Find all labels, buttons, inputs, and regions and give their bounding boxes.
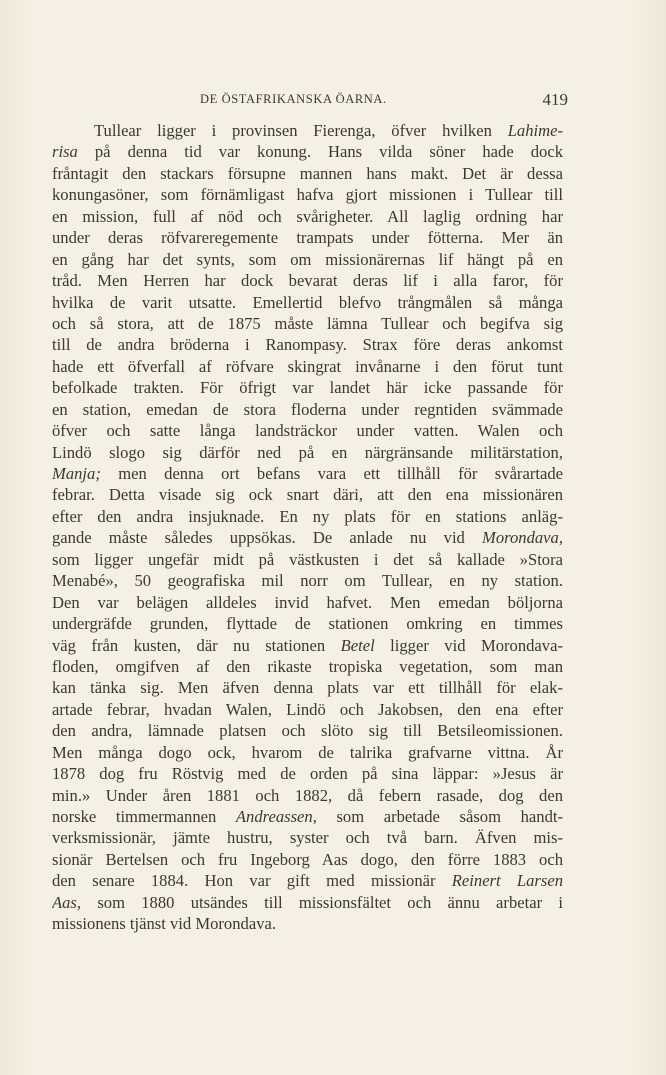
text-segment: som arbetade såsom handt- — [316, 807, 563, 826]
text-segment: väg från kusten, där nu stationen — [52, 635, 341, 655]
text-line — [52, 399, 563, 420]
text-line — [52, 870, 563, 891]
text-line — [52, 227, 563, 248]
text-line — [52, 720, 563, 741]
text-line — [52, 613, 563, 634]
text-line — [52, 377, 563, 398]
text-line — [52, 549, 563, 570]
text-line — [52, 827, 563, 848]
text-segment: en gång har det synts, som om missionärernas lif hängt på en — [52, 249, 563, 269]
text-line — [52, 313, 563, 334]
text-segment: konungasöner, som förnämligast hafva gjort missionen i Tullear till — [52, 185, 563, 205]
text-line — [52, 206, 563, 227]
text-segment: hvilka de varit utsatte. Emellertid blefvo trångmålen så många — [52, 292, 563, 312]
italic-text: Manja; — [52, 464, 101, 483]
italic-text: Morondava, — [482, 528, 563, 548]
text-line — [52, 635, 563, 656]
text-segment: Den var belägen alldeles invid hafvet. Men emedan böljorna — [52, 592, 563, 612]
text-line — [52, 463, 563, 484]
text-segment: Tullear ligger i provinsen Fierenga, öfver hvilken — [94, 121, 508, 140]
text-segment: den andra, lämnade platsen och slöto sig till Betsileomissionen. — [52, 721, 563, 741]
text-segment: Lindö slogo sig därför ned på en närgränsande militärstation, — [52, 442, 563, 462]
text-segment: under deras röfvareregemente trampats under fötterna. Mer än — [52, 228, 563, 248]
text-line — [52, 763, 563, 784]
text-line — [52, 184, 563, 205]
text-segment: efter den andra insjuknade. En ny plats för en stations anläg- — [52, 506, 563, 526]
text-line — [52, 141, 563, 162]
page-number: 419 — [542, 90, 568, 109]
text-line — [52, 699, 563, 720]
text-segment: norske timmermannen — [52, 807, 236, 826]
text-line — [52, 334, 563, 355]
text-segment: gande måste således uppsökas. De anlade nu vid — [52, 528, 483, 548]
text-line — [52, 356, 563, 377]
text-line — [52, 249, 563, 270]
text-segment: Men många dogo ock, hvarom de talrika grafvarne vittna. År — [52, 742, 563, 762]
text-line — [52, 527, 563, 548]
italic-text: Andreassen, — [235, 807, 317, 826]
body-text — [52, 120, 563, 935]
text-segment: öfver och satte långa landsträckor under vatten. Walen och — [52, 421, 563, 441]
italic-text: risa — [52, 142, 78, 162]
text-segment: en mission, full af nöd och svårigheter. All laglig ordning har — [52, 206, 563, 226]
text-segment: artade febrar, hvadan Walen, Lindö och Jakobsen, den ena efter — [52, 699, 563, 719]
text-line — [52, 892, 563, 913]
text-segment: febrar. Detta visade sig ock snart däri, att den ena missionären — [52, 485, 563, 505]
text-segment: min.» Under åren 1881 och 1882, då febern rasade, dog den — [52, 785, 563, 805]
text-segment: tråd. Men Herren har dock bevarat deras lif i alla faror, för — [52, 271, 563, 291]
text-segment: och så stora, att de 1875 måste lämna Tullear och begifva sig — [52, 313, 563, 333]
text-line — [52, 785, 563, 806]
page-header — [52, 90, 572, 110]
text-line — [52, 570, 563, 591]
text-line — [52, 656, 563, 677]
text-segment: undergräfde grunden, flyttade de stationen omkring en timmes — [52, 614, 563, 634]
text-line — [52, 806, 563, 827]
text-segment: befolkade trakten. För öfrigt var landet här icke passande för — [52, 378, 563, 398]
italic-text: Betel — [340, 635, 375, 655]
text-segment: 1878 dog fru Röstvig med de orden på sina läppar: »Jesus är — [52, 764, 563, 784]
italic-text: Aas, — [52, 892, 82, 912]
text-segment: missionens tjänst vid Morondava. — [52, 914, 276, 934]
text-segment: hade ett öfverfall af röfvare skingrat invånarne i den förut tunt — [52, 356, 563, 376]
text-segment: floden, omgifven af den rikaste tropiska vegetation, som man — [52, 656, 563, 676]
text-segment: som 1880 utsändes till missionsfältet och ännu arbetar i — [81, 892, 563, 912]
text-line — [52, 163, 563, 184]
text-line — [52, 592, 563, 613]
text-line — [52, 849, 563, 870]
text-segment: men denna ort befans vara ett tillhåll för svårartade — [100, 464, 563, 483]
italic-text: Reinert Larsen — [451, 871, 563, 891]
running-head: DE ÖSTAFRIKANSKA ÖARNA. — [200, 92, 387, 106]
text-segment: en station, emedan de stora floderna under regntiden svämmade — [52, 399, 563, 419]
text-segment: verksmissionär, jämte hustru, syster och två barn. Äfven mis- — [52, 828, 563, 848]
text-segment: Menabé», 50 geografiska mil norr om Tullear, en ny station. — [52, 571, 563, 591]
text-segment: kan tänka sig. Men äfven denna plats var ett tillhåll för elak- — [52, 678, 563, 698]
text-segment: på denna tid var konung. Hans vilda söner hade dock — [77, 142, 563, 162]
text-segment: sionär Bertelsen och fru Ingeborg Aas dogo, den förre 1883 och — [52, 849, 563, 869]
text-line — [52, 120, 563, 141]
text-line — [52, 484, 563, 505]
text-line — [52, 420, 563, 441]
text-line — [52, 913, 563, 934]
italic-text: Lahime- — [507, 121, 563, 140]
text-line — [52, 442, 563, 463]
text-line — [52, 270, 563, 291]
text-line — [52, 742, 563, 763]
text-segment: den senare 1884. Hon var gift med missionär — [52, 871, 452, 891]
text-segment: fråntagit den stackars försupne mannen hans makt. Det är dessa — [52, 163, 563, 183]
text-segment: ligger vid Morondava- — [374, 635, 563, 655]
text-segment: till de andra bröderna i Ranompasy. Strax före deras ankomst — [52, 335, 563, 355]
text-line — [52, 506, 563, 527]
text-line — [52, 677, 563, 698]
text-line — [52, 292, 563, 313]
text-segment: som ligger ungefär midt på västkusten i det så kallade »Stora — [52, 549, 563, 569]
